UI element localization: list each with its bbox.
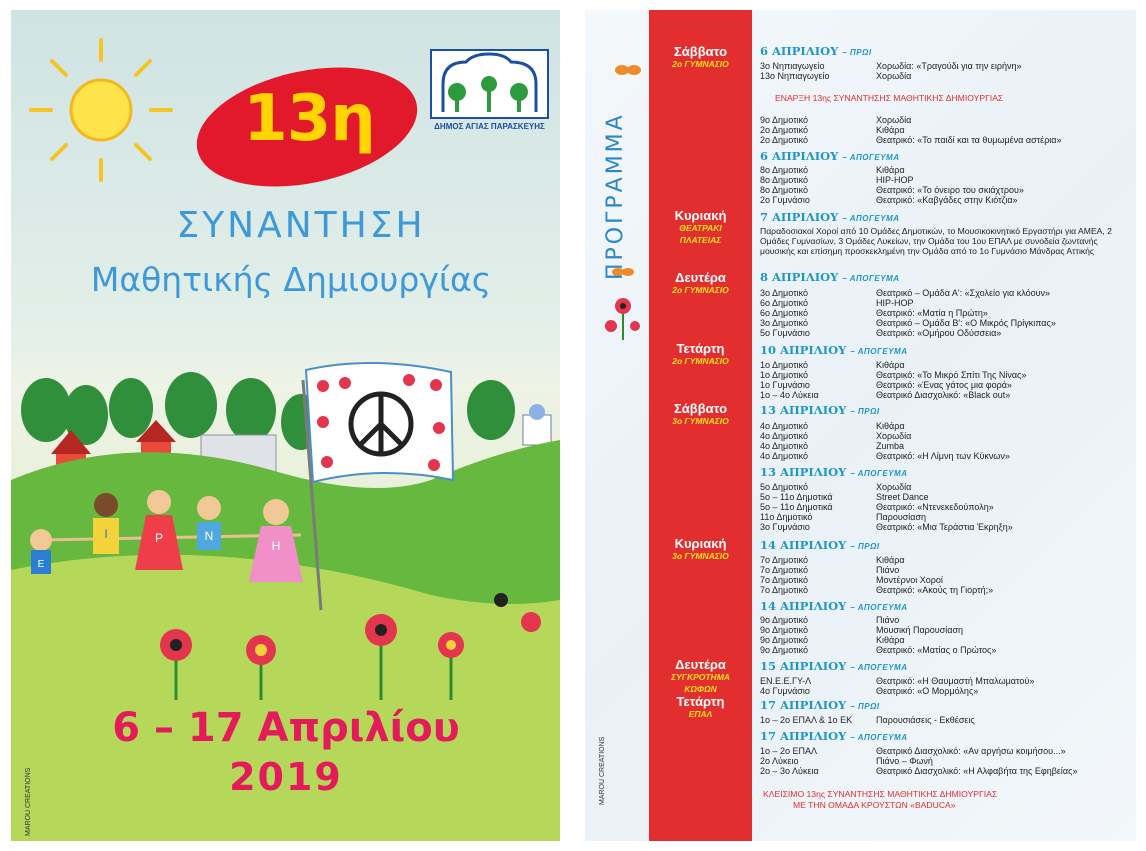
programme-credit: MAROU CREATIONS [599, 736, 606, 805]
programme-row: 2ο Λύκειο Πιάνο – Φωνή [760, 756, 933, 766]
programme-row: 7ο Δημοτικό Θεατρικό: «Ακούς τη Γιορτή;» [760, 585, 994, 595]
municipality-logo [431, 50, 548, 118]
programme-row: 8ο Δημοτικό HIP-HOP [760, 175, 914, 185]
programme-row: 3ο Δημοτικό Θεατρικό – Ομάδα Β': «Ο Μικρός Πρίγκιπας» [760, 318, 1056, 328]
opening-note: ΕΝΑΡΞΗ 13ης ΣΥΝΑΝΤΗΣΗΣ ΜΑΘΗΤΙΚΗΣ ΔΗΜΙΟΥΡΓΙΑΣ [775, 93, 1004, 103]
closing-note-line2: ΜΕ ΤΗΝ ΟΜΑΔΑ ΚΡΟΥΣΤΩΝ «BADUCA» [793, 800, 956, 810]
programme-row: 3ο Γυμνάσιο Θεατρικό: «Μια Τεράστια Έκρηξη» [760, 522, 1013, 532]
programme-row: 4ο Δημοτικό Zumba [760, 441, 905, 451]
butterfly-icon [615, 65, 641, 75]
programme-row: 9ο Δημοτικό Χορωδία [760, 115, 912, 125]
programme-row: 8ο Δημοτικό Κιθάρα [760, 165, 905, 175]
day-label: Σάββατο 3ο ΓΥΜΝΑΣΙΟ [672, 401, 729, 426]
programme-row: 1ο – 2ο ΕΠΑΛ & 1ο ΕΚ Παρουσιάσεις - Εκθέσεις [760, 715, 975, 725]
session-date: 17 ΑΠΡΙΛΙΟΥ – ΑΠΟΓΕΥΜΑ [760, 729, 908, 743]
programme-row: 9ο Δημοτικό Κιθάρα [760, 635, 905, 645]
programme-title: ΠΡΟΓΡΑΜΜΑ [603, 112, 628, 280]
edition-number: 13η [243, 82, 375, 156]
programme-row: 1ο Δημοτικό Θεατρικό: «Το Μικρό Σπίτι Της Νίνας» [760, 370, 1027, 380]
programme-row: 6ο Δημοτικό Θεατρικό: «Ματία η Πρώτη» [760, 308, 988, 318]
programme-row: 2ο Δημοτικό Θεατρικό: «Το παιδί και τα θυμωμένα αστέρια» [760, 135, 1062, 145]
programme-row: 2ο Γυμνάσιο Θεατρικό: «Καβγάδες στην Κιότζια» [760, 195, 1018, 205]
session-date: 7 ΑΠΡΙΛΙΟΥ – ΑΠΟΓΕΥΜΑ [760, 210, 900, 224]
programme-row: 1ο Γυμνάσιο Θεατρικό: «Ένας γάτος μια φορά» [760, 380, 1012, 390]
poster-page [11, 10, 560, 841]
programme-row: 4ο Γυμνάσιο Θεατρικό: «Ο Μορμόλης» [760, 686, 979, 696]
day-label: Κυριακή 3ο ΓΥΜΝΑΣΙΟ [672, 536, 729, 561]
programme-row: 4ο Δημοτικό Θεατρικό: «Η Λίμνη των Κύκνων» [760, 451, 1010, 461]
session-date: 13 ΑΠΡΙΛΙΟΥ – ΠΡΩΙ [760, 403, 880, 417]
session-date: 6 ΑΠΡΙΛΙΟΥ – ΑΠΟΓΕΥΜΑ [760, 149, 900, 163]
programme-row: 2ο Δημοτικό Κιθάρα [760, 125, 905, 135]
programme-row: 5ο Δημοτικό Χορωδία [760, 482, 912, 492]
programme-row: 5ο Γυμνάσιο Θεατρικό: «Ομήρου Οδύσσεια» [760, 328, 1002, 338]
programme-row: 1ο – 2ο ΕΠΑΛ Θεατρικό Διασχολικό: «Αν αργήσω κοιμήσου...» [760, 746, 1066, 756]
day-label: Τετάρτη 2ο ΓΥΜΝΑΣΙΟ [672, 341, 729, 366]
programme-row: 13ο Νηπιαγωγείο Χορωδία [760, 71, 912, 81]
poster-title-line2: Μαθητικής Δημιουργίας [90, 260, 492, 299]
session-date: 10 ΑΠΡΙΛΙΟΥ – ΑΠΟΓΕΥΜΑ [760, 343, 908, 357]
session-date: 6 ΑΠΡΙΛΙΟΥ – ΠΡΩΙ [760, 44, 872, 58]
svg-text:Ι: Ι [104, 527, 108, 541]
programme-row: 9ο Δημοτικό Μουσική Παρουσίαση [760, 625, 964, 635]
programme-row: 7ο Δημοτικό Πιάνο [760, 565, 900, 575]
session-date: 13 ΑΠΡΙΛΙΟΥ – ΑΠΟΓΕΥΜΑ [760, 465, 908, 479]
closing-note-line1: ΚΛΕΙΣΙΜΟ 13ης ΣΥΝΑΝΤΗΣΗΣ ΜΑΘΗΤΙΚΗΣ ΔΗΜΙΟΥΡΓΙΑΣ [763, 789, 998, 799]
programme-row: 3ο Δημοτικό Θεατρικό – Ομάδα Α': «Σχολείο για κλόουν» [760, 288, 1051, 298]
programme-row: 2ο – 3ο Λύκεια Θεατρικό Διασχολικό: «Η Αλφαβήτα της Εφηβείας» [760, 766, 1078, 776]
programme-row: 4ο Δημοτικό Κιθάρα [760, 421, 905, 431]
svg-text:Η: Η [271, 539, 281, 553]
programme-row: 7ο Δημοτικό Κιθάρα [760, 555, 905, 565]
poster-title-line1: ΣΥΝΑΝΤΗΣΗ [176, 205, 426, 246]
programme-row: 6ο Δημοτικό HIP-HOP [760, 298, 914, 308]
programme-page [585, 10, 1136, 841]
svg-text:Ν: Ν [204, 529, 214, 543]
programme-row: 9ο Δημοτικό Πιάνο [760, 615, 900, 625]
programme-row: 3ο Νηπιαγωγείο Χορωδία: «Τραγούδι για την ειρήνη» [760, 61, 1022, 71]
programme-row: 4ο Δημοτικό Χορωδία [760, 431, 912, 441]
day-label: Τετάρτη ΕΠΑΛ [676, 694, 725, 719]
day-label: Δευτέρα ΣΥΓΚΡΟΤΗΜΑ ΚΩΦΩΝ [671, 657, 730, 694]
programme-row: ΕΝ.Ε.Ε.ΓΥ-Λ Θεατρικό: «Η Θαυμαστή Μπαλωματού» [760, 676, 1035, 686]
sunday-description: Παραδοσιακοί Χοροί από 10 Ομάδες Δημοτικών, το Μουσικοκινητικό Εργαστήρι για ΑΜΕΑ, 2 Ομάδες Γυμνασίων, 3 Ομάδες Λυκείων, την Ομάδα του 1ου ΕΠΑΛ με συνοδεία ζωντανής μουσικής και επίσημη προσκεκλημένη την Ομάδα από το 1ο Γυμνάσιο Μάνδρας Αττικής [760, 226, 1112, 256]
svg-text:Ρ: Ρ [154, 531, 164, 545]
poster-year: 2019 [229, 755, 343, 799]
programme-row: 7ο Δημοτικό Μοντέρνοι Χοροί [760, 575, 943, 585]
svg-text:Ε: Ε [37, 559, 45, 570]
programme-row: 5ο – 11ο Δημοτικά Θεατρικό: «Ντενεκεδούπολη» [760, 502, 994, 512]
poster-dates: 6 – 17 Απριλίου [112, 705, 460, 751]
day-label: Δευτέρα 2ο ΓΥΜΝΑΣΙΟ [672, 270, 729, 295]
session-date: 17 ΑΠΡΙΛΙΟΥ – ΠΡΩΙ [760, 698, 880, 712]
programme-row: 8ο Δημοτικό Θεατρικό: «Το όνειρο του σκιάχτρου» [760, 185, 1024, 195]
programme-row: 5ο – 11ο Δημοτικά Street Dance [760, 492, 929, 502]
programme-row: 1ο – 4ο Λύκεια Θεατρικό Διασχολικό: «Black out» [760, 390, 1011, 400]
flower-icon [605, 298, 640, 340]
day-label: Κυριακή ΘΕΑΤΡΑΚΙ ΠΛΑΤΕΙΑΣ [674, 208, 727, 245]
programme-row: 9ο Δημοτικό Θεατρικό: «Ματίας ο Πρώτος» [760, 645, 997, 655]
session-date: 14 ΑΠΡΙΛΙΟΥ – ΑΠΟΓΕΥΜΑ [760, 599, 908, 613]
poster-credit: MAROU CREATIONS [25, 767, 32, 836]
municipality-name: ΔΗΜΟΣ ΑΓΙΑΣ ΠΑΡΑΣΚΕΥΗΣ [434, 122, 545, 131]
session-date: 15 ΑΠΡΙΛΙΟΥ – ΑΠΟΓΕΥΜΑ [760, 659, 908, 673]
day-label: Σάββατο 2ο ΓΥΜΝΑΣΙΟ [672, 44, 729, 69]
programme-row: 1ο Δημοτικό Κιθάρα [760, 360, 905, 370]
programme-row: 11ο Δημοτικό Παρουσίαση [760, 512, 927, 522]
session-date: 14 ΑΠΡΙΛΙΟΥ – ΠΡΩΙ [760, 538, 880, 552]
session-date: 8 ΑΠΡΙΛΙΟΥ – ΑΠΟΓΕΥΜΑ [760, 270, 900, 284]
sun-icon [31, 40, 171, 180]
